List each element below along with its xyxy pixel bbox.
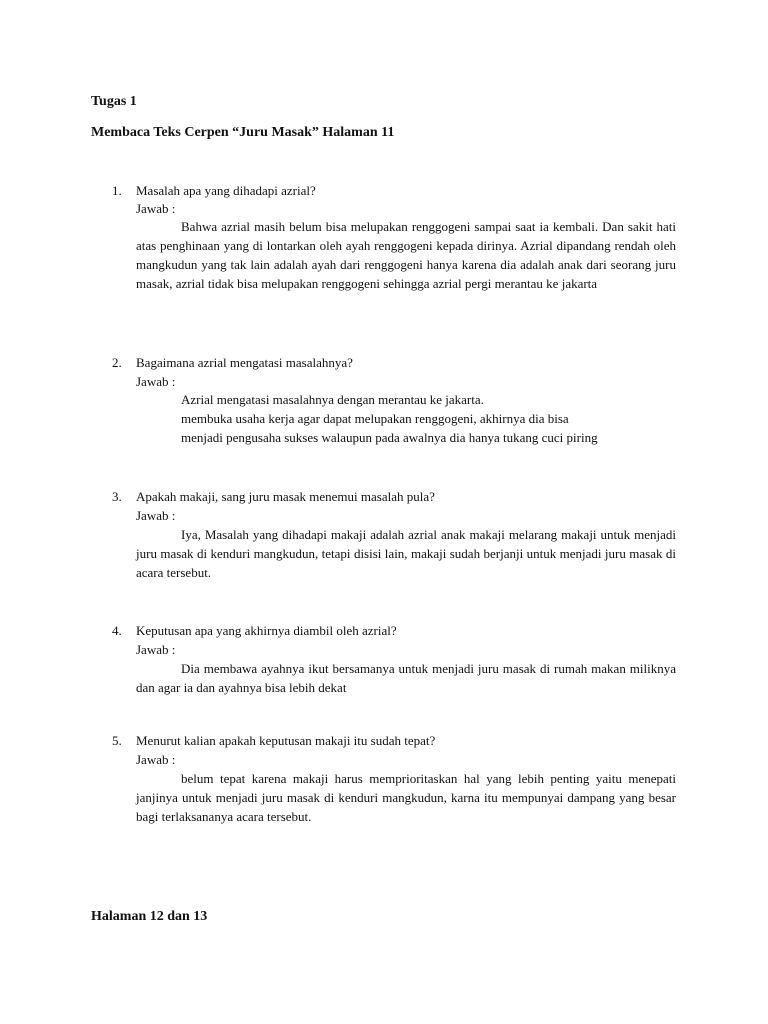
question-text: Bagaimana azrial mengatasi masalahnya? [136,355,353,370]
question-number: 1. [112,183,122,198]
answer-label: Jawab : [136,508,176,523]
answer-text: Dia membawa ayahnya ikut bersamanya untuk menjadi juru masak di rumah makan miliknya dan agar ia dan ayahnya bisa lebih dekat [136,661,676,695]
question-text: Keputusan apa yang akhirnya diambil oleh azrial? [136,623,397,638]
section-heading: Halaman 12 dan 13 [91,909,208,924]
answer-text: Iya, Masalah yang dihadapi makaji adalah azrial anak makaji melarang makaji untuk menjadi juru masak di kenduri mangkudun, tetapi disisi lain, makaji sudah berjanji untuk menjadi juru masak di acara tersebut. [136,527,676,580]
question-number: 2. [112,355,122,370]
answer-text: belum tepat karena makaji harus memprioritaskan hal yang lebih penting yaitu menepati janjinya untuk menjadi juru masak di kenduri mangkudun, karna itu mempunyai dampang yang besar bagi terlaksananya acara tersebut. [136,771,676,824]
question-text: Apakah makaji, sang juru masak menemui masalah pula? [136,489,435,504]
document-subtitle: Membaca Teks Cerpen “Juru Masak” Halaman 11 [91,125,395,140]
question-text: Masalah apa yang dihadapi azrial? [136,183,316,198]
question-number: 5. [112,733,122,748]
answer-label: Jawab : [136,374,176,389]
answer-line: membuka usaha kerja agar dapat melupakan renggogeni, akhirnya dia bisa [181,411,569,426]
answer-label: Jawab : [136,201,176,216]
answer-line: Azrial mengatasi masalahnya dengan merantau ke jakarta. [181,392,484,407]
question-text: Menurut kalian apakah keputusan makaji itu sudah tepat? [136,733,436,748]
answer-text: Bahwa azrial masih belum bisa melupakan renggogeni sampai saat ia kembali. Dan sakit hati atas penghinaan yang di lontarkan oleh ayah renggogeni kepada dirinya. Azrial dipandang rendah oleh mangkudun yang tak lain adalah ayah dari renggogeni hanya karena dia adalah anak dari seorang juru masak, azrial tidak bisa melupakan renggogeni sehingga azrial pergi merantau ke jakarta [136,219,676,291]
answer-text [181,390,598,447]
answer-line: menjadi pengusaha sukses walaupun pada awalnya dia hanya tukang cuci piring [181,430,598,445]
question-number: 3. [112,489,122,504]
answer-label: Jawab : [136,752,176,767]
answer-label: Jawab : [136,642,176,657]
question-number: 4. [112,623,122,638]
document-title: Tugas 1 [91,94,137,109]
